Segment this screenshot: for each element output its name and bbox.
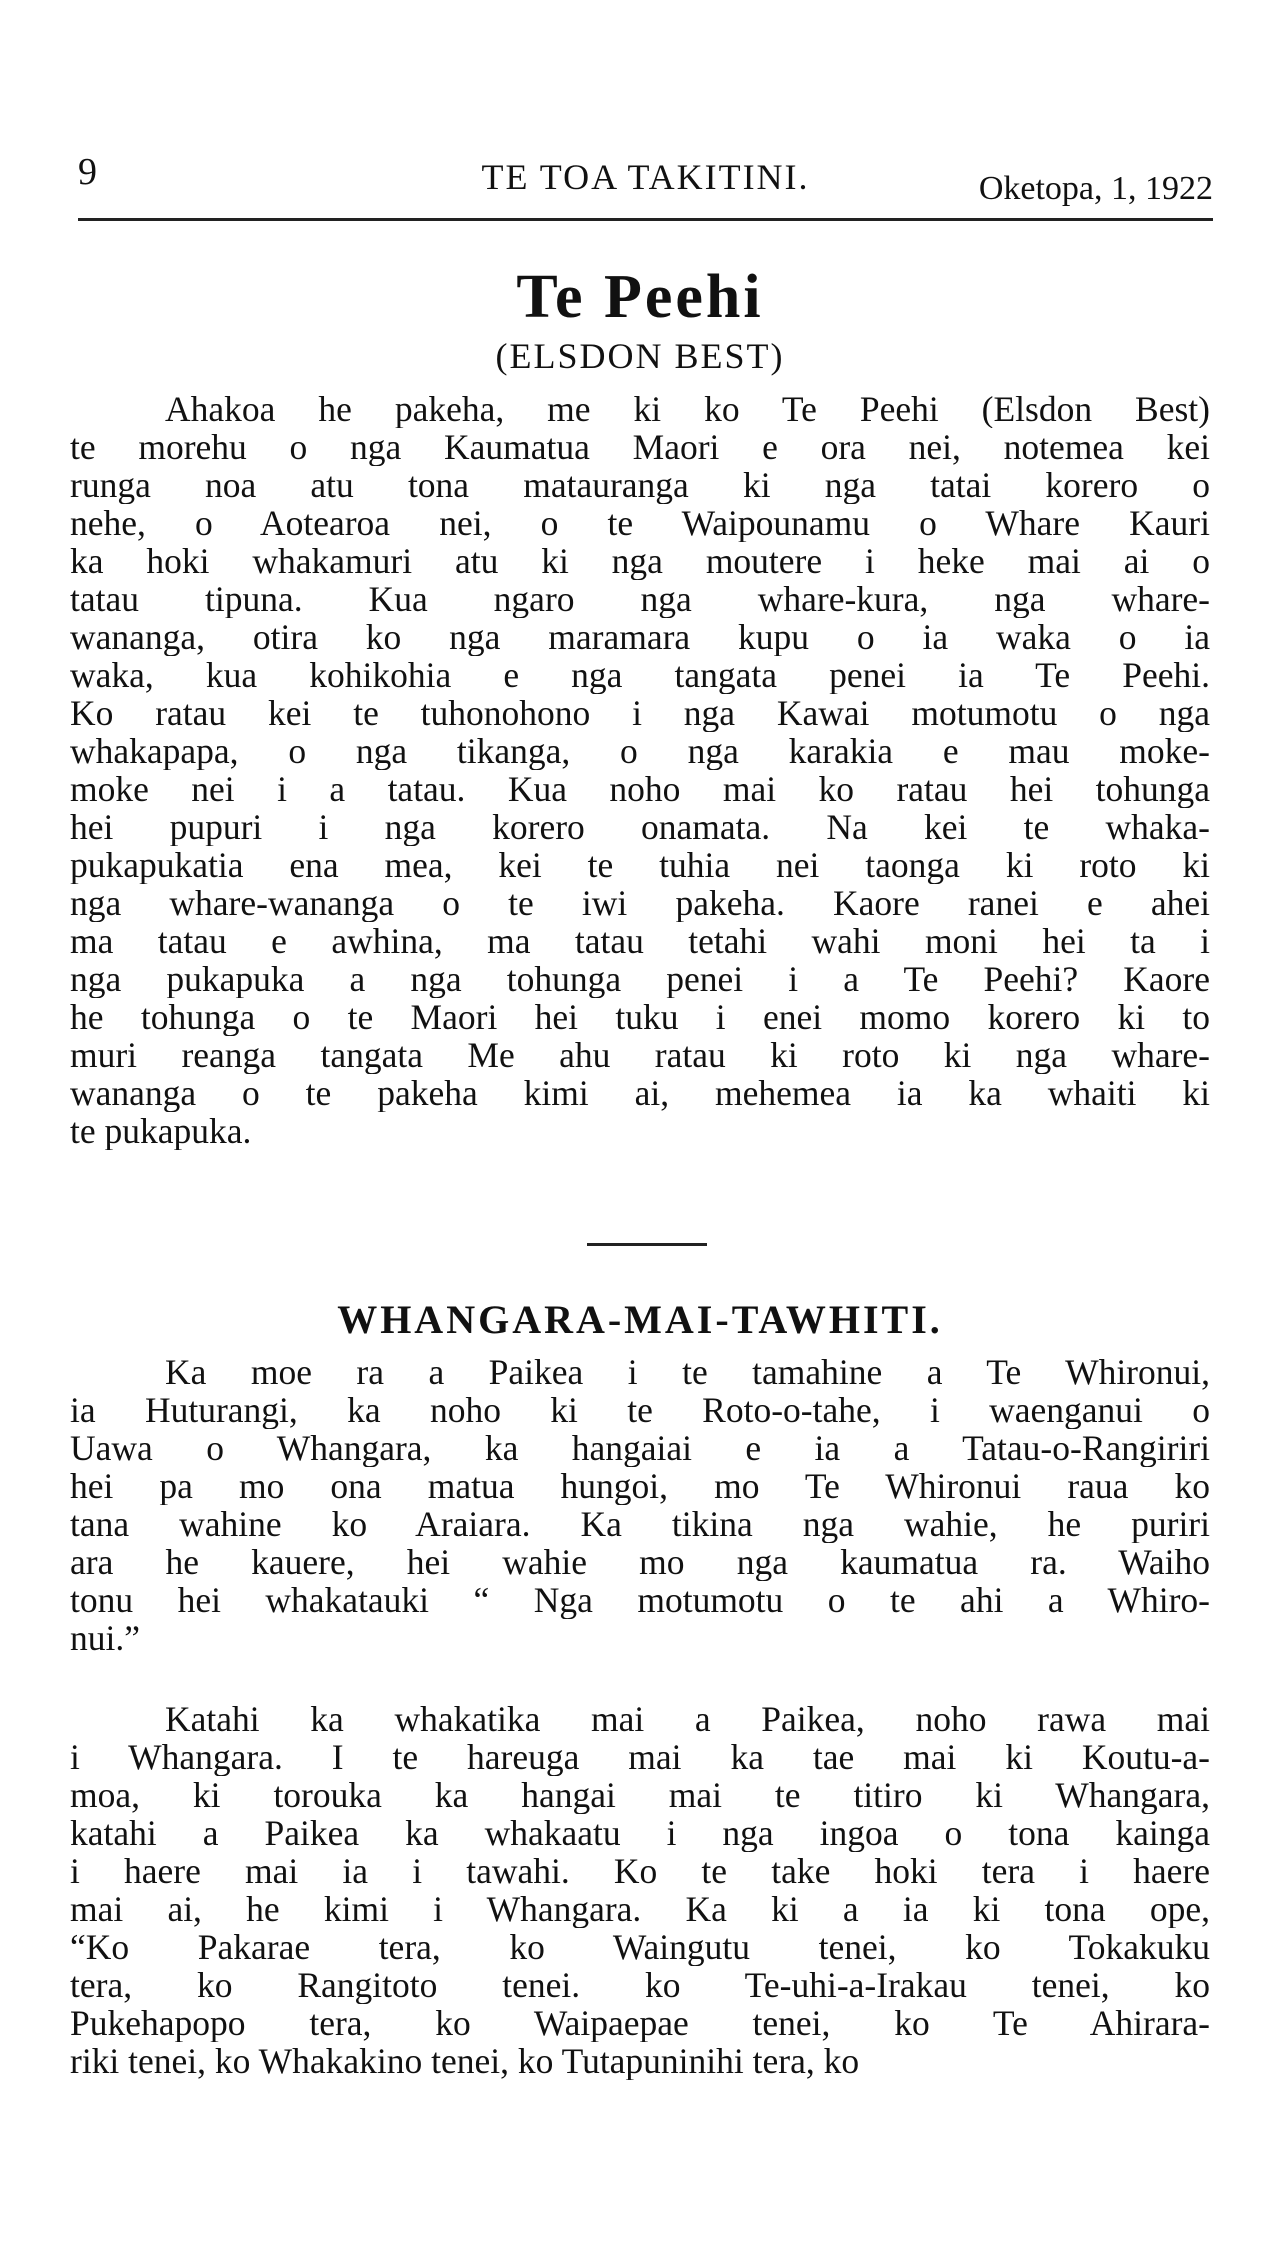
text-line: whakapapa, o nga tikanga, o nga karakia e mau moke- — [70, 732, 1210, 770]
text-line: hei pa mo ona matua hungoi, mo Te Whironui raua ko — [70, 1467, 1210, 1505]
page-number: 9 — [78, 151, 97, 193]
text-line: ia Huturangi, ka noho ki te Roto-o-tahe, i waenganui o — [70, 1391, 1210, 1429]
article-paragraph — [70, 390, 1210, 1150]
text-line: moa, ki torouka ka hangai mai te titiro ki Whangara, — [70, 1776, 1210, 1814]
text-line: Ko ratau kei te tuhonohono i nga Kawai motumotu o nga — [70, 694, 1210, 732]
header-rule — [78, 218, 1213, 221]
text-line: Uawa o Whangara, ka hangaiai e ia a Tatau-o-Rangiriri — [70, 1429, 1210, 1467]
text-line: te pukapuka. — [70, 1112, 252, 1150]
text-line: waka, kua kohikohia e nga tangata penei ia Te Peehi. — [70, 656, 1210, 694]
text-line: hei pupuri i nga korero onamata. Na kei te whaka- — [70, 808, 1210, 846]
page-header — [78, 150, 1213, 210]
text-line: Ahakoa he pakeha, me ki ko Te Peehi (Elsdon Best) — [165, 390, 1210, 428]
text-line: te morehu o nga Kaumatua Maori e ora nei, notemea kei — [70, 428, 1210, 466]
text-line: i Whangara. I te hareuga mai ka tae mai ki Koutu-a- — [70, 1738, 1210, 1776]
text-line: “Ko Pakarae tera, ko Waingutu tenei, ko Tokakuku — [70, 1928, 1210, 1966]
text-line: nui.” — [70, 1619, 140, 1657]
text-line: tatau tipuna. Kua ngaro nga whare-kura, nga whare- — [70, 580, 1210, 618]
text-line: ara he kauere, hei wahie mo nga kaumatua ra. Waiho — [70, 1543, 1210, 1581]
text-line: riki tenei, ko Whakakino tenei, ko Tutapuninihi tera, ko — [70, 2042, 860, 2080]
text-line: muri reanga tangata Me ahu ratau ki roto ki nga whare- — [70, 1036, 1210, 1074]
text-line: mai ai, he kimi i Whangara. Ka ki a ia ki tona ope, — [70, 1890, 1210, 1928]
text-line: katahi a Paikea ka whakaatu i nga ingoa o tona kainga — [70, 1814, 1210, 1852]
text-line: pukapukatia ena mea, kei te tuhia nei taonga ki roto ki — [70, 846, 1210, 884]
publication-title: TE TOA TAKITINI. — [481, 157, 810, 197]
text-line: wananga o te pakeha kimi ai, mehemea ia ka whaiti ki — [70, 1074, 1210, 1112]
text-line: moke nei i a tatau. Kua noho mai ko ratau hei tohunga — [70, 770, 1210, 808]
text-line: he tohunga o te Maori hei tuku i enei momo korero ki to — [70, 998, 1210, 1036]
section-title: WHANGARA-MAI-TAWHITI. — [337, 1297, 943, 1342]
article-author: (ELSDON BEST) — [495, 336, 785, 376]
text-line: tana wahine ko Araiara. Ka tikina nga wahie, he puriri — [70, 1505, 1210, 1543]
text-line: Ka moe ra a Paikea i te tamahine a Te Whironui, — [165, 1353, 1210, 1391]
text-line: tera, ko Rangitoto tenei. ko Te-uhi-a-Irakau tenei, ko — [70, 1966, 1210, 2004]
text-line: ka hoki whakamuri atu ki nga moutere i heke mai ai o — [70, 542, 1210, 580]
text-line: nehe, o Aotearoa nei, o te Waipounamu o Whare Kauri — [70, 504, 1210, 542]
text-line: i haere mai ia i tawahi. Ko te take hoki tera i haere — [70, 1852, 1210, 1890]
text-line: tonu hei whakatauki “ Nga motumotu o te ahi a Whiro- — [70, 1581, 1210, 1619]
section-divider — [587, 1243, 707, 1246]
text-line: Pukehapopo tera, ko Waipaepae tenei, ko Te Ahirara- — [70, 2004, 1210, 2042]
text-line: nga pukapuka a nga tohunga penei i a Te Peehi? Kaore — [70, 960, 1210, 998]
issue-date: Oketopa, 1, 1922 — [978, 170, 1213, 207]
text-line: Katahi ka whakatika mai a Paikea, noho rawa mai — [165, 1700, 1210, 1738]
article-title: Te Peehi — [516, 263, 764, 331]
text-line: ma tatau e awhina, ma tatau tetahi wahi moni hei ta i — [70, 922, 1210, 960]
text-line: runga noa atu tona matauranga ki nga tatai korero o — [70, 466, 1210, 504]
text-line: nga whare-wananga o te iwi pakeha. Kaore ranei e ahei — [70, 884, 1210, 922]
text-line: wananga, otira ko nga maramara kupu o ia waka o ia — [70, 618, 1210, 656]
section-paragraph — [70, 1700, 1210, 2080]
section-paragraph — [70, 1353, 1210, 1657]
